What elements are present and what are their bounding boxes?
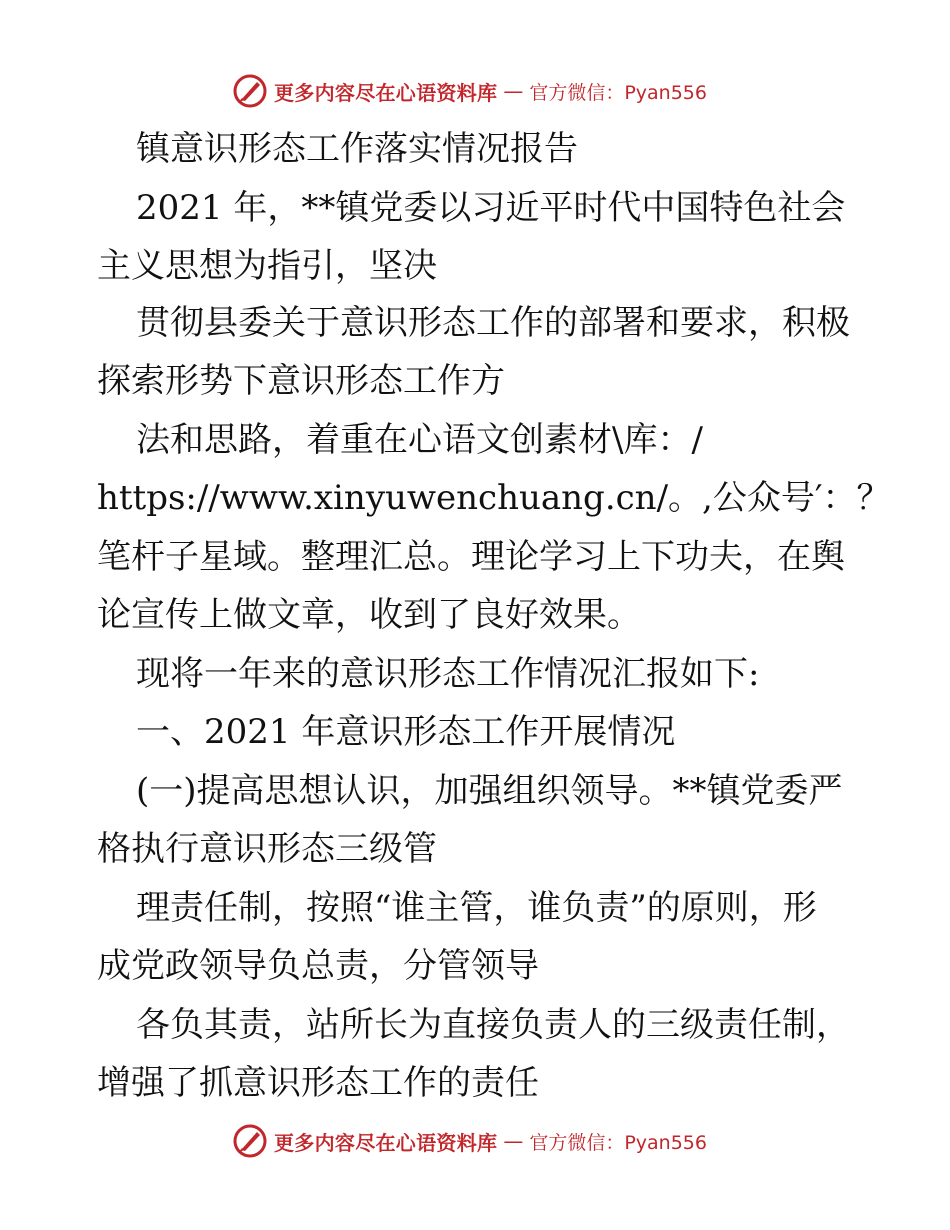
paragraph-line: 论宣传上做文章，收到了良好效果。	[97, 595, 641, 635]
paragraph-line: https://www.xinyuwenchuang.cn/。,公众号′：？	[97, 478, 891, 518]
header-banner	[232, 71, 707, 111]
paragraph-line: (一)提高思想认识，加强组织领导。**镇党委严	[136, 771, 843, 811]
paragraph-line: 成党政领导负总责，分管领导	[97, 946, 539, 986]
section-heading: 一、2021 年意识形态工作开展情况	[136, 712, 676, 752]
paragraph-line: 理责任制，按照“谁主管，谁负责”的原则，形	[136, 888, 817, 928]
paragraph-line: 主义思想为指引，坚决	[97, 246, 437, 286]
paragraph-line: 2021 年，**镇党委以习近平时代中国特色社会	[136, 188, 846, 228]
quill-logo-icon	[232, 1123, 268, 1159]
paragraph-line: 贯彻县委关于意识形态工作的部署和要求，积极	[136, 303, 850, 343]
paragraph-line: 笔杆子星域。整理汇总。理论学习上下功夫，在舆	[97, 537, 845, 577]
quill-logo-icon	[232, 73, 268, 109]
banner-text: 更多内容尽在心语资料库	[274, 1130, 498, 1155]
paragraph-line: 探索形势下意识形态工作方	[97, 361, 505, 401]
paragraph-line: 各负其责，站所长为直接负责人的三级责任制，	[136, 1005, 850, 1045]
footer-banner	[232, 1121, 707, 1161]
paragraph-line: 增强了抓意识形态工作的责任	[97, 1063, 539, 1103]
banner-text: 更多内容尽在心语资料库	[274, 80, 498, 105]
paragraph-line: 法和思路，着重在心语文创素材\库：/	[136, 420, 703, 460]
banner-contact: 官方微信：Pyan556	[529, 1131, 707, 1154]
paragraph-line: 格执行意识形态三级管	[97, 829, 437, 869]
document-title: 镇意识形态工作落实情况报告	[136, 129, 578, 169]
banner-separator: —	[503, 79, 524, 103]
banner-contact: 官方微信：Pyan556	[529, 81, 707, 104]
paragraph-line: 现将一年来的意识形态工作情况汇报如下:	[136, 654, 760, 694]
banner-separator: —	[503, 1129, 524, 1153]
